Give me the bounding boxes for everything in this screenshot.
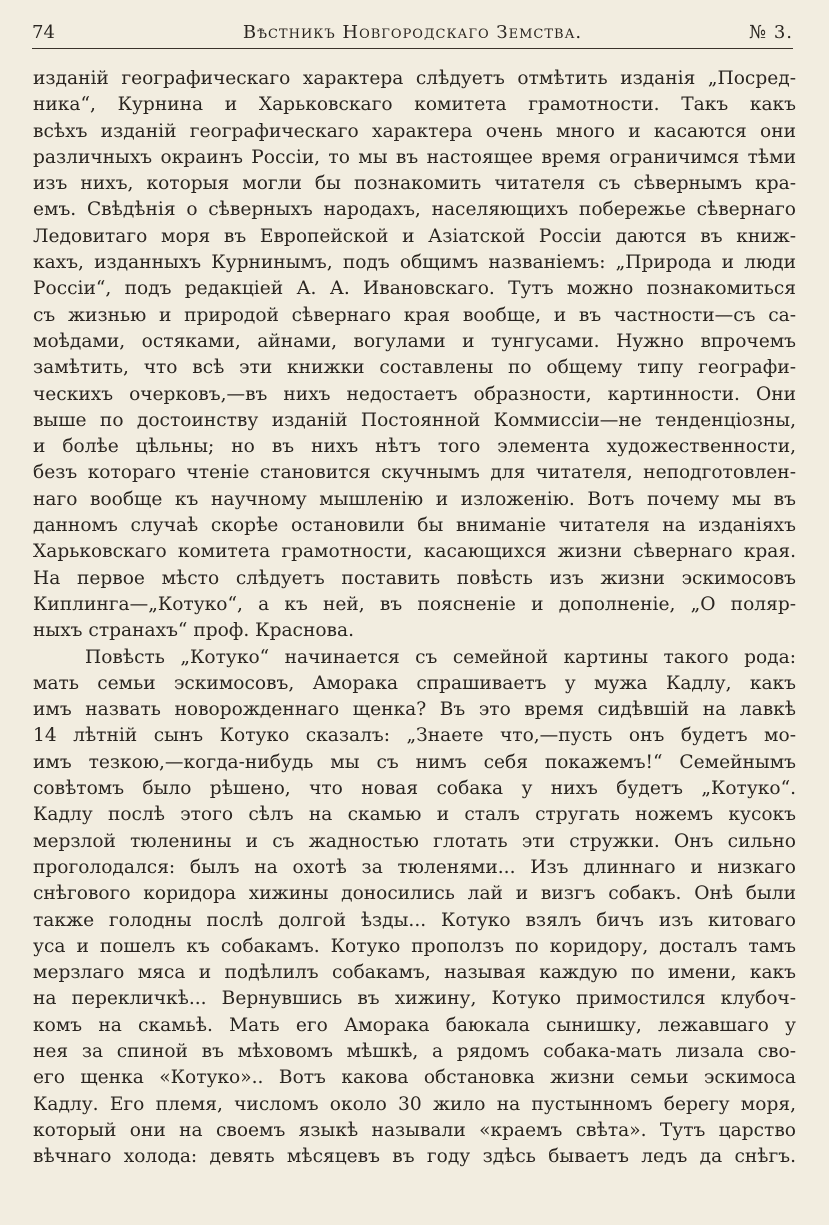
paragraph-first-line: Повѣсть „Котуко“ начинается съ семейной картины такого рода:	[85, 646, 796, 668]
body-text	[33, 66, 796, 1170]
text-line: уса и пошелъ къ собакамъ. Котуко проползъ по коридору, досталъ тамъ	[33, 935, 796, 957]
issue-number: № 3.	[749, 22, 793, 43]
text-line: различныхъ окраинъ Россіи, то мы въ настоящее время ограничимся тѣми	[33, 146, 796, 168]
text-line: Киплинга—„Котуко“, а къ ней, въ поясненіе и дополненіе, „О поляр-	[33, 593, 796, 615]
text-line: Кадлу. Его племя, числомъ около 30 жило на пустынномъ берегу моря,	[33, 1093, 796, 1115]
page-header	[32, 18, 793, 48]
text-line: На первое мѣсто слѣдуетъ поставить повѣсть изъ жизни эскимосовъ	[33, 567, 796, 589]
journal-title: Вѣстникъ Новгородскаго Земства.	[242, 22, 583, 43]
text-line: емъ. Свѣдѣнія о сѣверныхъ народахъ, населяющихъ побережье сѣвернаго	[33, 199, 796, 221]
text-line: наго вообще къ научному мышленію и изложенію. Вотъ почему мы въ	[33, 488, 796, 510]
text-line: имъ назвать новорожденнаго щенка? Въ это время сидѣвшій на лавкѣ	[33, 699, 796, 721]
text-line: ныхъ странахъ“ проф. Краснова.	[33, 620, 355, 642]
text-line: ческихъ очерковъ,—въ нихъ недостаетъ образности, картинности. Они	[33, 383, 796, 405]
text-line: вѣчнаго холода: девять мѣсяцевъ въ году здѣсь бываетъ ледъ да снѣгъ.	[33, 1146, 796, 1168]
text-line: на перекличкѣ... Вернувшись въ хижину, Котуко примостился клубоч-	[33, 988, 796, 1010]
text-line: безъ котораго чтеніе становится скучнымъ для читателя, неподготовлен-	[33, 462, 796, 484]
text-line: который они на своемъ языкѣ называли «краемъ свѣта». Тутъ царство	[33, 1119, 796, 1141]
text-line: замѣтить, что всѣ эти книжки составлены по общему типу географи-	[33, 357, 796, 379]
text-line: ника“, Курнина и Харьковскаго комитета грамотности. Такъ какъ	[33, 94, 796, 116]
text-line: комъ на скамьѣ. Мать его Аморака баюкала сынишку, лежавшаго у	[33, 1014, 796, 1036]
text-line: мерзлой тюленины и съ жадностью глотать эти стружки. Онъ сильно	[33, 830, 796, 852]
text-line: Россіи“, подъ редакціей А. А. Ивановскаго. Тутъ можно познакомиться	[33, 278, 796, 300]
text-line: Харьковскаго комитета грамотности, касающихся жизни сѣвернаго края.	[33, 541, 796, 563]
text-line: выше по достоинству изданій Постоянной Коммиссіи—не тенденціозны,	[33, 409, 796, 431]
text-line: мать семьи эскимосовъ, Аморака спрашиваетъ у мужа Кадлу, какъ	[33, 672, 796, 694]
text-line: Ледовитаго моря въ Европейской и Азіатской Россіи даются въ книж-	[33, 225, 796, 247]
text-line: данномъ случаѣ скорѣе остановили бы вниманіе читателя на изданіяхъ	[33, 515, 796, 537]
text-line: имъ тезкою,—когда-нибудь мы съ нимъ себя покажемъ!“ Семейнымъ	[33, 751, 796, 773]
text-line: также голодны послѣ долгой ѣзды... Котуко взялъ бичъ изъ китоваго	[33, 909, 796, 931]
text-line: изъ нихъ, которыя могли бы познакомить читателя съ сѣвернымъ кра-	[33, 173, 796, 195]
text-line: мерзлаго мяса и подѣлилъ собакамъ, называя каждую по имени, какъ	[33, 962, 796, 984]
text-line: его щенка «Котуко».. Вотъ какова обстановка жизни семьи эскимоса	[33, 1067, 796, 1089]
text-line: моѣдами, остяками, айнами, вогулами и тунгусами. Нужно впрочемъ	[33, 330, 796, 352]
header-rule	[32, 48, 793, 49]
text-line: съ жизнью и природой сѣвернаго края вообще, и въ частности—съ са-	[33, 304, 796, 326]
text-line: и болѣе цѣльны; но въ нихъ нѣтъ того элемента художественности,	[33, 436, 796, 458]
text-line: 14 лѣтній сынъ Котуко сказалъ: „Знаете что,—пусть онъ будетъ мо-	[33, 725, 796, 747]
text-line: нея за спиной въ мѣховомъ мѣшкѣ, а рядомъ собака-мать лизала сво-	[33, 1040, 796, 1062]
text-line: изданій географическаго характера слѣдуетъ отмѣтить изданія „Посред-	[33, 68, 796, 89]
text-line: Кадлу послѣ этого сѣлъ на скамью и сталъ стругать ножемъ кусокъ	[33, 804, 796, 826]
page-number: 74	[32, 22, 55, 43]
text-line: снѣгового коридора хижины доносились лай и визгъ собакъ. Онѣ были	[33, 883, 796, 905]
text-line: кахъ, изданныхъ Курнинымъ, подъ общимъ названіемъ: „Природа и люди	[33, 252, 796, 274]
text-line: проголодался: былъ на охотѣ за тюленями... Изъ длиннаго и низкаго	[33, 856, 796, 878]
text-line: всѣхъ изданій географическаго характера очень много и касаются они	[33, 120, 796, 142]
text-line: совѣтомъ было рѣшено, что новая собака у нихъ будетъ „Котуко“.	[33, 778, 796, 800]
